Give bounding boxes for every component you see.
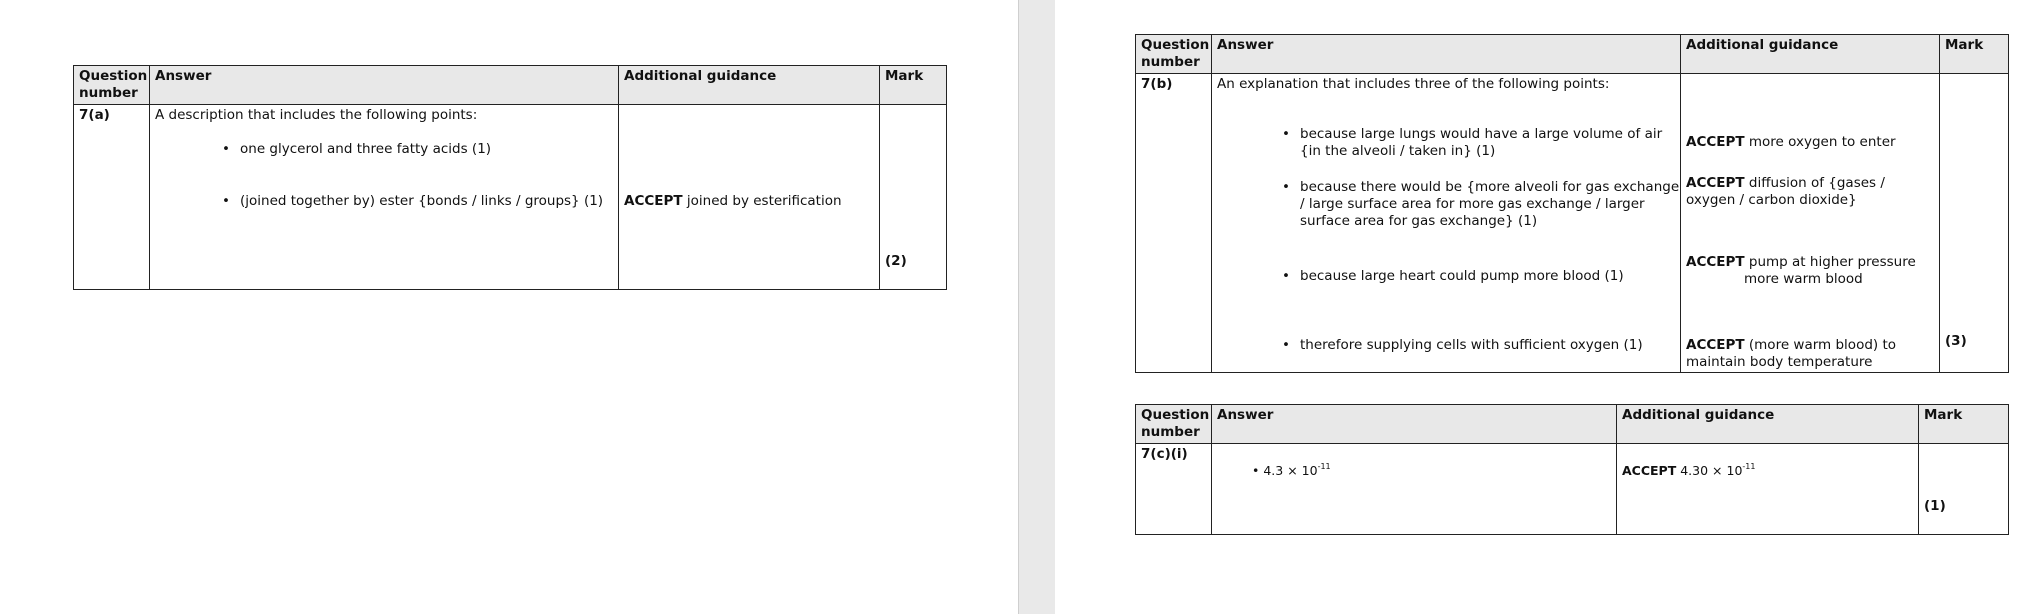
answer-point: • $4.3 \times 10^{-11}$ — [1252, 462, 1331, 478]
question-number: 7(b) — [1141, 76, 1173, 92]
page-gutter — [1018, 0, 1056, 614]
mark-scheme-table-7b — [1135, 34, 2009, 373]
mark-scheme-table-7ci — [1135, 404, 2009, 535]
answer-point: • because there would be {more alveoli for gas exchange / large surface area for more gas exchange / larger surface area for gas exchange} (1) — [1282, 179, 1685, 230]
answer-point: • because large lungs would have a large volume of air {in the alveoli / taken in} (1) — [1282, 126, 1685, 160]
guidance-text: ACCEPT pump at higher pressure more warm blood — [1686, 254, 1916, 287]
header-additional-guidance: Additional guidance — [1617, 405, 1919, 444]
header-answer: Answer — [1212, 405, 1617, 444]
mark-scheme-table-7a — [73, 65, 947, 290]
guidance-text: ACCEPT more oxygen to enter — [1686, 134, 1896, 150]
guidance-text: ACCEPT diffusion of {gases / oxygen / carbon dioxide} — [1686, 175, 1885, 208]
answer-point: • (joined together by) ester {bonds / links / groups} (1) — [222, 193, 630, 210]
right-page — [1055, 0, 2022, 614]
header-additional-guidance: Additional guidance — [1681, 35, 1940, 74]
header-mark: Mark — [1919, 405, 2009, 444]
mark-value: (1) — [1924, 498, 1946, 514]
header-mark: Mark — [880, 66, 947, 105]
answer-point: • because large heart could pump more blood (1) — [1282, 268, 1685, 285]
header-additional-guidance: Additional guidance — [619, 66, 880, 105]
mark-value: (2) — [885, 253, 907, 269]
header-answer: Answer — [1212, 35, 1681, 74]
guidance-text: ACCEPT joined by esterification — [624, 193, 842, 209]
header-question-number: Question number — [1136, 35, 1212, 74]
answer-point: • one glycerol and three fatty acids (1) — [222, 141, 620, 158]
question-number: 7(c)(i) — [1141, 446, 1188, 462]
header-question-number: Question number — [1136, 405, 1212, 444]
header-question-number: Question number — [74, 66, 150, 105]
mark-value: (3) — [1945, 333, 1967, 349]
answer-intro: A description that includes the following points: — [155, 107, 478, 123]
question-number: 7(a) — [79, 107, 110, 123]
guidance-text: ACCEPT (more warm blood) to maintain body temperature — [1686, 337, 1897, 370]
answer-intro: An explanation that includes three of the following points: — [1217, 76, 1610, 92]
header-answer: Answer — [150, 66, 619, 105]
header-mark: Mark — [1940, 35, 2009, 74]
answer-point: • therefore supplying cells with sufficient oxygen (1) — [1282, 337, 1685, 354]
guidance-text: ACCEPT $4.30 \times 10^{-11}$ — [1622, 462, 1756, 478]
